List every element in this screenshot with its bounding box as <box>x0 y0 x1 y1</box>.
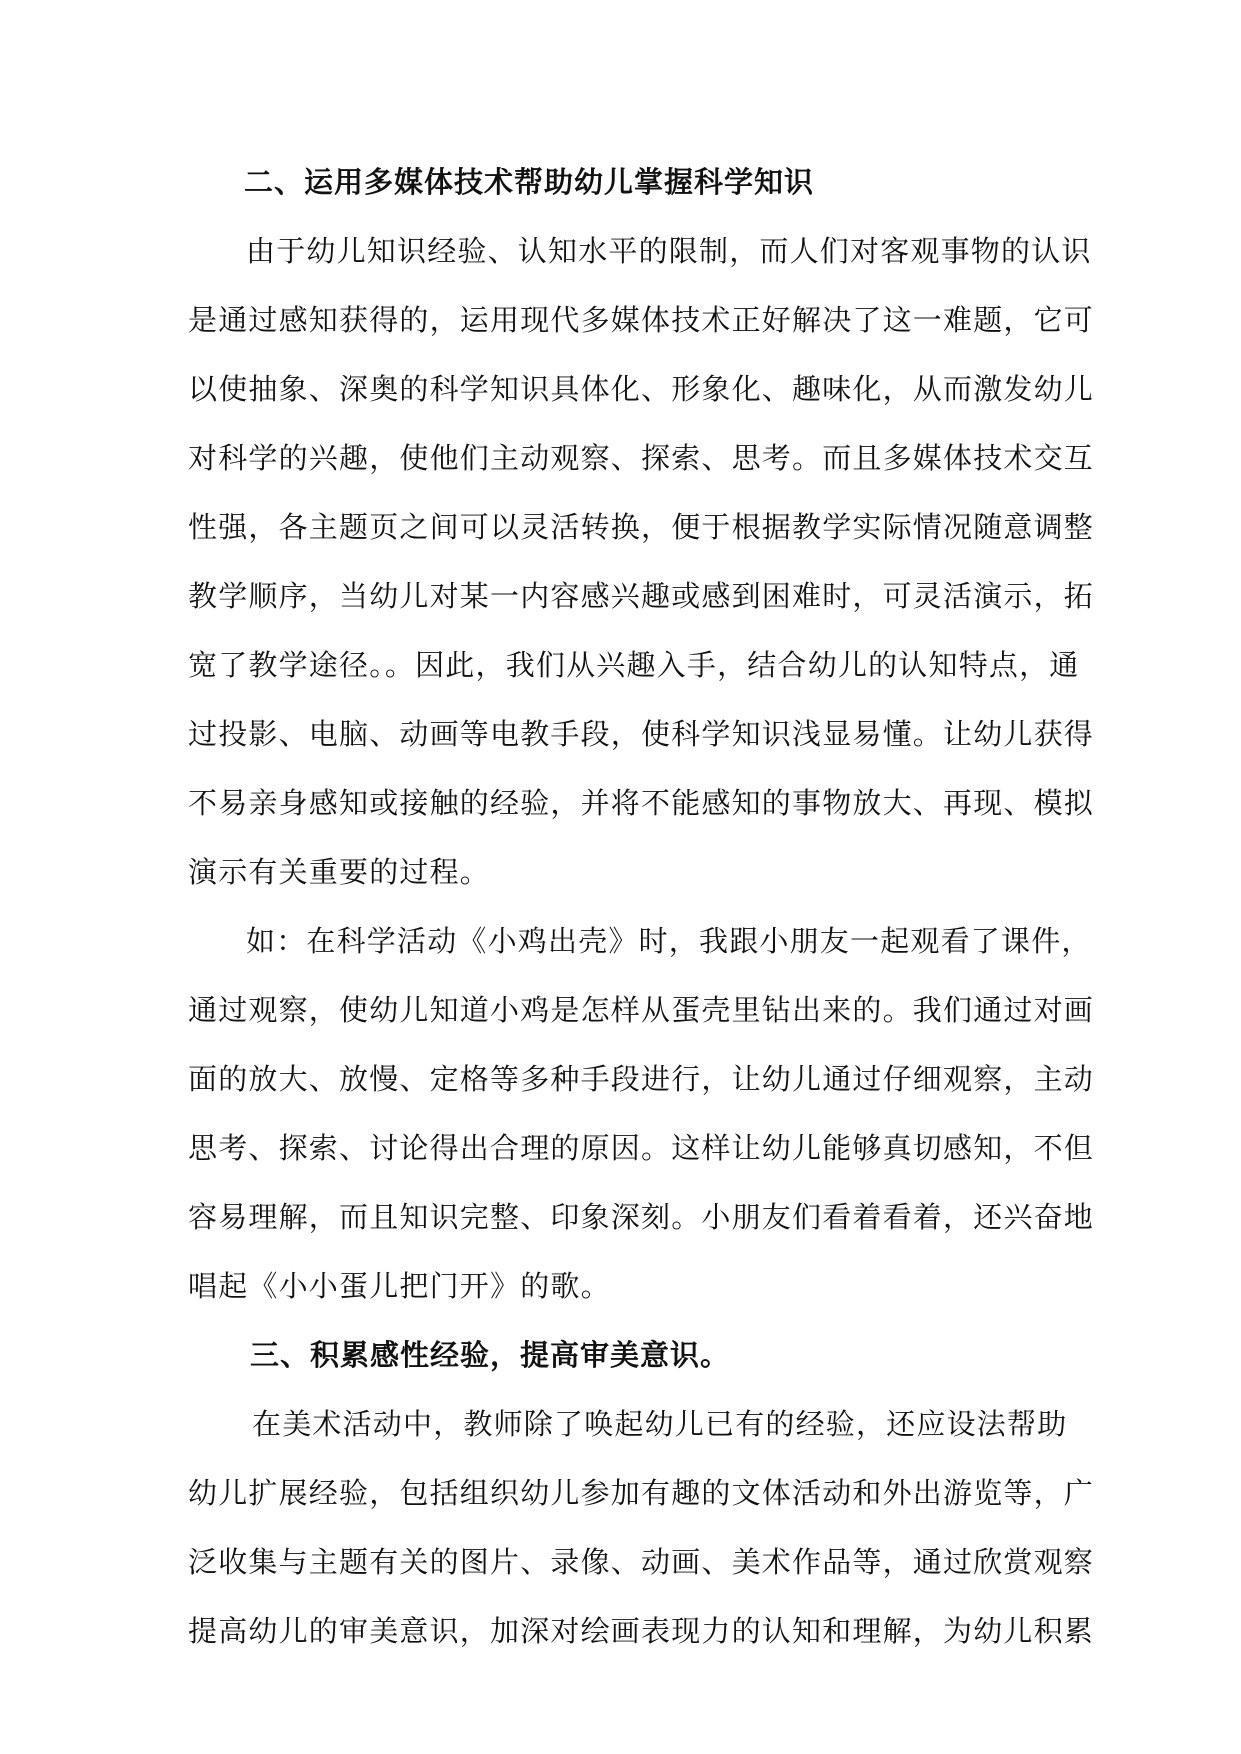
paragraph-line: 以使抽象、深奥的科学知识具体化、形象化、趣味化，从而激发幼儿 <box>188 372 1095 406</box>
paragraph-line: 性强，各主题页之间可以灵活转换，便于根据教学实际情况随意调整 <box>188 510 1095 544</box>
paragraph-line: 面的放大、放慢、定格等多种手段进行，让幼儿通过仔细观察，主动 <box>188 1062 1095 1096</box>
paragraph-line: 不易亲身感知或接触的经验，并将不能感知的事物放大、再现、模拟 <box>188 786 1095 820</box>
paragraph-line: 对科学的兴趣，使他们主动观察、探索、思考。而且多媒体技术交互 <box>188 441 1095 475</box>
paragraph-line: 宽了教学途径。。因此，我们从兴趣入手，结合幼儿的认知特点，通 <box>188 648 1080 682</box>
document-body <box>188 158 1095 1676</box>
paragraph-line: 思考、探索、讨论得出合理的原因。这样让幼儿能够真切感知，不但 <box>188 1131 1095 1165</box>
paragraph-line: 过投影、电脑、动画等电教手段，使科学知识浅显易懂。让幼儿获得 <box>188 717 1095 751</box>
paragraph-line: 提高幼儿的审美意识，加深对绘画表现力的认知和理解，为幼儿积累 <box>188 1614 1095 1648</box>
paragraph-line: 由于幼儿知识经验、认知水平的限制，而人们对客观事物的认识 <box>246 234 1092 268</box>
paragraph-line: 幼儿扩展经验，包括组织幼儿参加有趣的文体活动和外出游览等，广 <box>188 1476 1095 1510</box>
section-heading-3: 三、积累感性经验，提高审美意识。 <box>250 1338 731 1372</box>
paragraph-line: 在美术活动中，教师除了唤起幼儿已有的经验，还应设法帮助 <box>252 1407 1068 1441</box>
paragraph-line: 教学顺序，当幼儿对某一内容感兴趣或感到困难时，可灵活演示，拓 <box>188 579 1095 613</box>
paragraph-line: 唱起《小小蛋儿把门开》的歌。 <box>188 1269 611 1303</box>
paragraph-line: 如：在科学活动《小鸡出壳》时，我跟小朋友一起观看了课件， <box>246 924 1092 958</box>
paragraph-line: 容易理解，而且知识完整、印象深刻。小朋友们看着看着，还兴奋地 <box>188 1200 1095 1234</box>
paragraph-line: 通过观察，使幼儿知道小鸡是怎样从蛋壳里钻出来的。我们通过对画 <box>188 993 1095 1027</box>
paragraph-line: 泛收集与主题有关的图片、录像、动画、美术作品等，通过欣赏观察 <box>188 1545 1095 1579</box>
paragraph-line: 演示有关重要的过程。 <box>188 855 491 889</box>
section-heading-2: 二、运用多媒体技术帮助幼儿掌握科学知识 <box>244 165 815 199</box>
paragraph-line: 是通过感知获得的，运用现代多媒体技术正好解决了这一难题，它可 <box>188 303 1095 337</box>
